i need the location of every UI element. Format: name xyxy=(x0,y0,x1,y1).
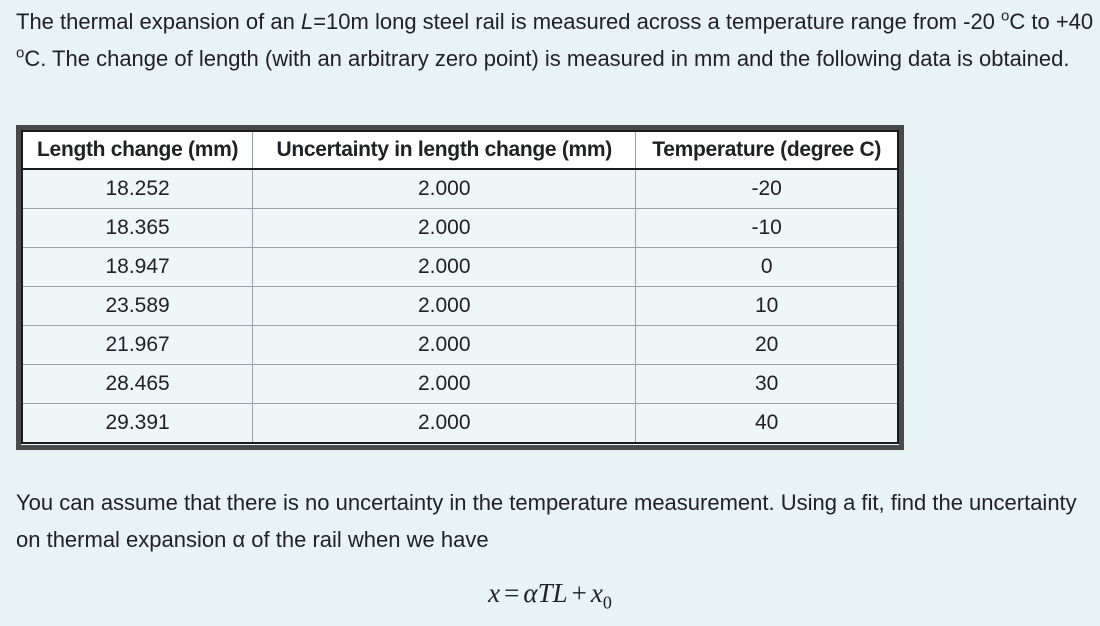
assumption-text: You can assume that there is no uncertainty in the temperature measurement. Using a fit, find the uncertainty on thermal expansion α of the rail when we have xyxy=(16,490,1077,552)
table-row xyxy=(22,248,898,287)
equation-term: αTL xyxy=(523,578,568,608)
table-row xyxy=(22,287,898,326)
problem-intro xyxy=(16,4,1096,77)
fit-equation xyxy=(0,578,1100,613)
cell-uncertainty: 2.000 xyxy=(253,287,636,326)
cell-uncertainty: 2.000 xyxy=(253,209,636,248)
cell-uncertainty: 2.000 xyxy=(253,404,636,444)
header-temperature: Temperature (degree C) xyxy=(636,131,898,169)
equals-sign: = xyxy=(504,578,520,608)
cell-length-change: 18.947 xyxy=(22,248,253,287)
cell-temperature: 30 xyxy=(636,365,898,404)
table-row xyxy=(22,169,898,209)
intro-text-1: The thermal expansion of an xyxy=(16,9,301,34)
intro-text-3: C to +40 xyxy=(1009,9,1094,34)
intro-text-2: =10m long steel rail is measured across a temperature range from -20 xyxy=(313,9,1002,34)
table-header-row xyxy=(22,131,898,169)
cell-temperature: 20 xyxy=(636,326,898,365)
cell-temperature: 40 xyxy=(636,404,898,444)
degree-symbol: o xyxy=(16,44,25,62)
length-variable: L xyxy=(300,9,314,34)
data-table xyxy=(21,130,899,444)
cell-length-change: 18.365 xyxy=(22,209,253,248)
equation-offset-subscript: 0 xyxy=(602,592,612,613)
cell-temperature: -20 xyxy=(636,169,898,209)
cell-length-change: 18.252 xyxy=(22,169,253,209)
cell-temperature: -10 xyxy=(636,209,898,248)
plus-sign: + xyxy=(571,578,587,608)
cell-uncertainty: 2.000 xyxy=(253,248,636,287)
cell-uncertainty: 2.000 xyxy=(253,326,636,365)
table-row xyxy=(22,209,898,248)
equation-lhs: x xyxy=(488,578,501,608)
table-row xyxy=(22,365,898,404)
degree-symbol: o xyxy=(1001,7,1010,25)
cell-uncertainty: 2.000 xyxy=(253,169,636,209)
intro-text-4: C. The change of length (with an arbitrary zero point) is measured in mm and the following data is obtained. xyxy=(24,45,1070,71)
cell-length-change: 28.465 xyxy=(22,365,253,404)
data-table-container xyxy=(16,125,904,450)
header-length-change: Length change (mm) xyxy=(22,131,253,169)
cell-length-change: 23.589 xyxy=(22,287,253,326)
header-uncertainty: Uncertainty in length change (mm) xyxy=(253,131,636,169)
cell-temperature: 10 xyxy=(636,287,898,326)
cell-temperature: 0 xyxy=(636,248,898,287)
cell-length-change: 29.391 xyxy=(22,404,253,444)
cell-uncertainty: 2.000 xyxy=(253,365,636,404)
table-row xyxy=(22,404,898,444)
table-row xyxy=(22,326,898,365)
cell-length-change: 21.967 xyxy=(22,326,253,365)
equation-offset-base: x xyxy=(590,578,603,608)
